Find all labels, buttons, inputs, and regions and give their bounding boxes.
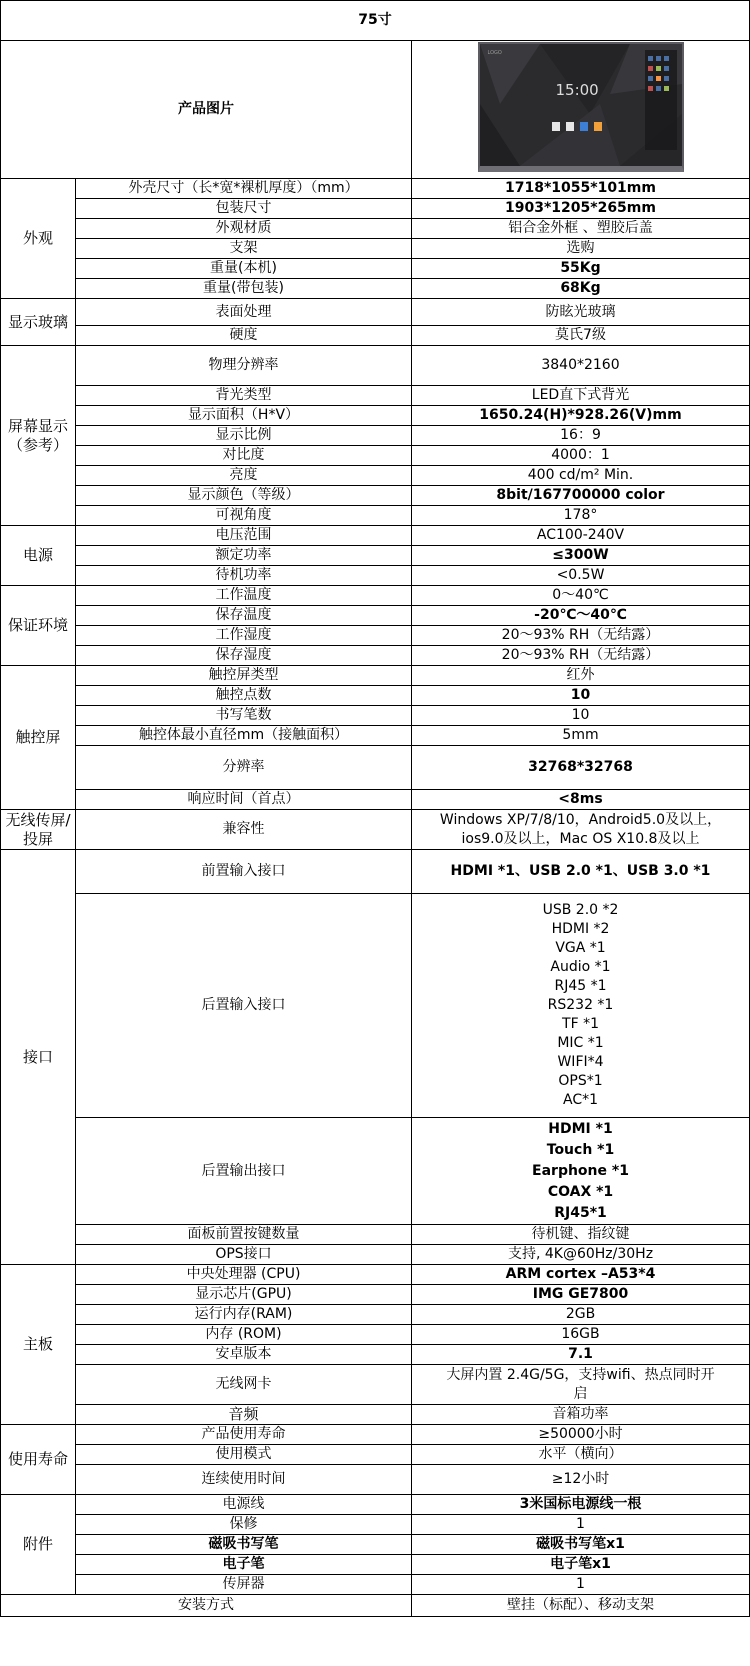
spec-label: 硬度 (76, 326, 412, 346)
port-item: TF *1 (562, 1016, 599, 1032)
category-wireless (1, 810, 76, 850)
spec-label: 待机功率 (76, 566, 412, 586)
spec-label: 对比度 (76, 446, 412, 466)
spec-value: 铝合金外框 、塑胶后盖 (412, 219, 750, 239)
product-image-cell (412, 41, 750, 179)
spec-label: 可视角度 (76, 506, 412, 526)
spec-label: 保修 (76, 1515, 412, 1535)
spec-value: 7.1 (412, 1345, 750, 1365)
spec-value: 磁吸书写笔x1 (412, 1535, 750, 1555)
spec-value: -20℃～40℃ (412, 606, 750, 626)
spec-value: 10 (412, 686, 750, 706)
spec-label: 产品使用寿命 (76, 1425, 412, 1445)
spec-label: 分辨率 (76, 746, 412, 790)
spec-label: 传屏器 (76, 1575, 412, 1595)
spec-label: 响应时间（首点） (76, 790, 412, 810)
spec-value: 1 (412, 1575, 750, 1595)
spec-value: 1 (412, 1515, 750, 1535)
spec-value: 电子笔x1 (412, 1555, 750, 1575)
category-display (1, 346, 76, 526)
screen-graphic (480, 44, 682, 166)
spec-value: IMG GE7800 (412, 1285, 750, 1305)
product-image (478, 42, 684, 172)
screen-clock: 15:00 (555, 81, 599, 99)
spec-value: 1650.24(H)*928.26(V)mm (412, 406, 750, 426)
spec-value: 178° (412, 506, 750, 526)
category-accessories: 附件 (1, 1495, 76, 1595)
spec-value: 3米国标电源线一根 (412, 1495, 750, 1515)
spec-label: 后置输出接口 (76, 1118, 412, 1225)
category-display-line2: （参考） (7, 435, 68, 454)
spec-label: 兼容性 (76, 810, 412, 850)
spec-value-list (412, 894, 750, 1118)
spec-value: 壁挂（标配）、移动支架 (412, 1595, 750, 1617)
spec-label: 保存温度 (76, 606, 412, 626)
spec-value: ARM cortex –A53*4 (412, 1265, 750, 1285)
spec-value: 1718*1055*101mm (412, 179, 750, 199)
spec-value: 4000：1 (412, 446, 750, 466)
spec-value-line1: Windows XP/7/8/10，Android5.0及以上， (439, 811, 722, 828)
spec-label: 背光类型 (76, 386, 412, 406)
spec-value: AC100-240V (412, 526, 750, 546)
category-ports: 接口 (1, 850, 76, 1265)
spec-label: 音箱功率 (412, 1405, 750, 1425)
spec-label: 物理分辨率 (76, 346, 412, 386)
spec-label: 运行内存(RAM) (76, 1305, 412, 1325)
spec-label: 工作温度 (76, 586, 412, 606)
category-audio: 音频 (76, 1405, 412, 1425)
category-wireless-line1: 无线传屏/ (5, 810, 71, 829)
category-lifetime: 使用寿命 (1, 1425, 76, 1495)
spec-value: 1903*1205*265mm (412, 199, 750, 219)
port-item: VGA *1 (555, 940, 606, 956)
spec-label: 亮度 (76, 466, 412, 486)
port-item: AC*1 (562, 1092, 598, 1108)
spec-label: 磁吸书写笔 (76, 1535, 412, 1555)
port-item: COAX *1 (547, 1183, 614, 1200)
spec-label: 显示芯片(GPU) (76, 1285, 412, 1305)
spec-label: 后置输入接口 (76, 894, 412, 1118)
category-appearance: 外观 (1, 179, 76, 299)
port-item: USB 2.0 *2 (542, 902, 619, 918)
spec-value (412, 1365, 750, 1405)
spec-value: <0.5W (412, 566, 750, 586)
spec-value-list (412, 1118, 750, 1225)
spec-label: 显示比例 (76, 426, 412, 446)
spec-label: 显示颜色（等级） (76, 486, 412, 506)
spec-label: 表面处理 (76, 299, 412, 326)
port-item: RS232 *1 (547, 997, 614, 1013)
spec-label: 电源线 (76, 1495, 412, 1515)
spec-value: 0～40℃ (412, 586, 750, 606)
spec-value: LED直下式背光 (412, 386, 750, 406)
spec-label: 工作湿度 (76, 626, 412, 646)
spec-value: 20～93% RH（无结露） (412, 646, 750, 666)
spec-label: 连续使用时间 (76, 1465, 412, 1495)
screen-logo: LOGO (487, 50, 502, 56)
spec-value: 20～93% RH（无结露） (412, 626, 750, 646)
spec-label: 重量(本机) (76, 259, 412, 279)
spec-value: 16：9 (412, 426, 750, 446)
spec-label: 外壳尺寸（长*宽*裸机厚度）（mm） (76, 179, 412, 199)
spec-value: 68Kg (412, 279, 750, 299)
port-item: Earphone *1 (532, 1162, 629, 1179)
spec-label: 包装尺寸 (76, 199, 412, 219)
spec-label: 额定功率 (76, 546, 412, 566)
spec-label: 触控体最小直径mm（接触面积） (76, 726, 412, 746)
spec-label: 面板前置按键数量 (76, 1225, 412, 1245)
category-environment: 保证环境 (1, 586, 76, 666)
spec-value-line2: ios9.0及以上，Mac OS X10.8及以上 (461, 830, 700, 847)
port-item: HDMI *2 (551, 921, 610, 937)
spec-label: 电压范围 (76, 526, 412, 546)
spec-value: 5mm (412, 726, 750, 746)
port-item: OPS*1 (558, 1073, 603, 1089)
spec-label: 使用模式 (76, 1445, 412, 1465)
category-wireless-line2: 投屏 (22, 829, 53, 848)
port-item: WIFI*4 (557, 1054, 604, 1070)
spec-value: HDMI *1、USB 2.0 *1、USB 3.0 *1 (412, 850, 750, 894)
spec-label: 支架 (76, 239, 412, 259)
spec-label: 安卓版本 (76, 1345, 412, 1365)
spec-value: 选购 (412, 239, 750, 259)
category-power: 电源 (1, 526, 76, 586)
spec-value: 待机键、指纹键 (412, 1225, 750, 1245)
spec-value: 防眩光玻璃 (412, 299, 750, 326)
spec-label: 重量(带包装) (76, 279, 412, 299)
spec-value: 16GB (412, 1325, 750, 1345)
port-item: Touch *1 (546, 1141, 615, 1158)
port-item: RJ45 *1 (554, 978, 607, 994)
spec-value-line1: 大屏内置 2.4G/5G，支持wifi、热点同时开 (446, 1366, 715, 1383)
spec-label: 书写笔数 (76, 706, 412, 726)
category-mainboard: 主板 (1, 1265, 76, 1425)
table-title: 75寸 (1, 1, 750, 41)
spec-value: 8bit/167700000 color (412, 486, 750, 506)
port-item: HDMI *1 (548, 1120, 613, 1137)
spec-value: ≥12小时 (412, 1465, 750, 1495)
spec-value: 2GB (412, 1305, 750, 1325)
spec-value: 红外 (412, 666, 750, 686)
spec-label: 触控点数 (76, 686, 412, 706)
product-image-label: 产品图片 (1, 41, 412, 179)
spec-label: 外观材质 (76, 219, 412, 239)
spec-label: 电子笔 (76, 1555, 412, 1575)
port-item: RJ45*1 (554, 1204, 607, 1221)
spec-value: 支持, 4K@60Hz/30Hz (412, 1245, 750, 1265)
category-touch: 触控屏 (1, 666, 76, 810)
spec-value: 莫氏7级 (412, 326, 750, 346)
spec-value (412, 810, 750, 850)
port-item: Audio *1 (550, 959, 611, 975)
spec-value: 32768*32768 (412, 746, 750, 790)
spec-value: 3840*2160 (412, 346, 750, 386)
spec-label: 安装方式 (1, 1595, 412, 1617)
spec-value: 水平（横向） (412, 1445, 750, 1465)
spec-label: 内存 (ROM) (76, 1325, 412, 1345)
spec-label: 保存湿度 (76, 646, 412, 666)
spec-label: 触控屏类型 (76, 666, 412, 686)
spec-value: ≥50000小时 (412, 1425, 750, 1445)
spec-value: ≤300W (412, 546, 750, 566)
spec-value: 400 cd/m² Min. (412, 466, 750, 486)
spec-value: <8ms (412, 790, 750, 810)
spec-value-line2: 启 (573, 1385, 588, 1402)
category-display-line1: 屏幕显示 (7, 416, 68, 435)
spec-value: 10 (412, 706, 750, 726)
spec-label: 无线网卡 (76, 1365, 412, 1405)
spec-value: 55Kg (412, 259, 750, 279)
spec-label: OPS接口 (76, 1245, 412, 1265)
spec-label: 中央处理器 (CPU) (76, 1265, 412, 1285)
spec-label: 前置输入接口 (76, 850, 412, 894)
category-glass: 显示玻璃 (1, 299, 76, 346)
port-item: MIC *1 (557, 1035, 604, 1051)
spec-label: 显示面积（H*V） (76, 406, 412, 426)
